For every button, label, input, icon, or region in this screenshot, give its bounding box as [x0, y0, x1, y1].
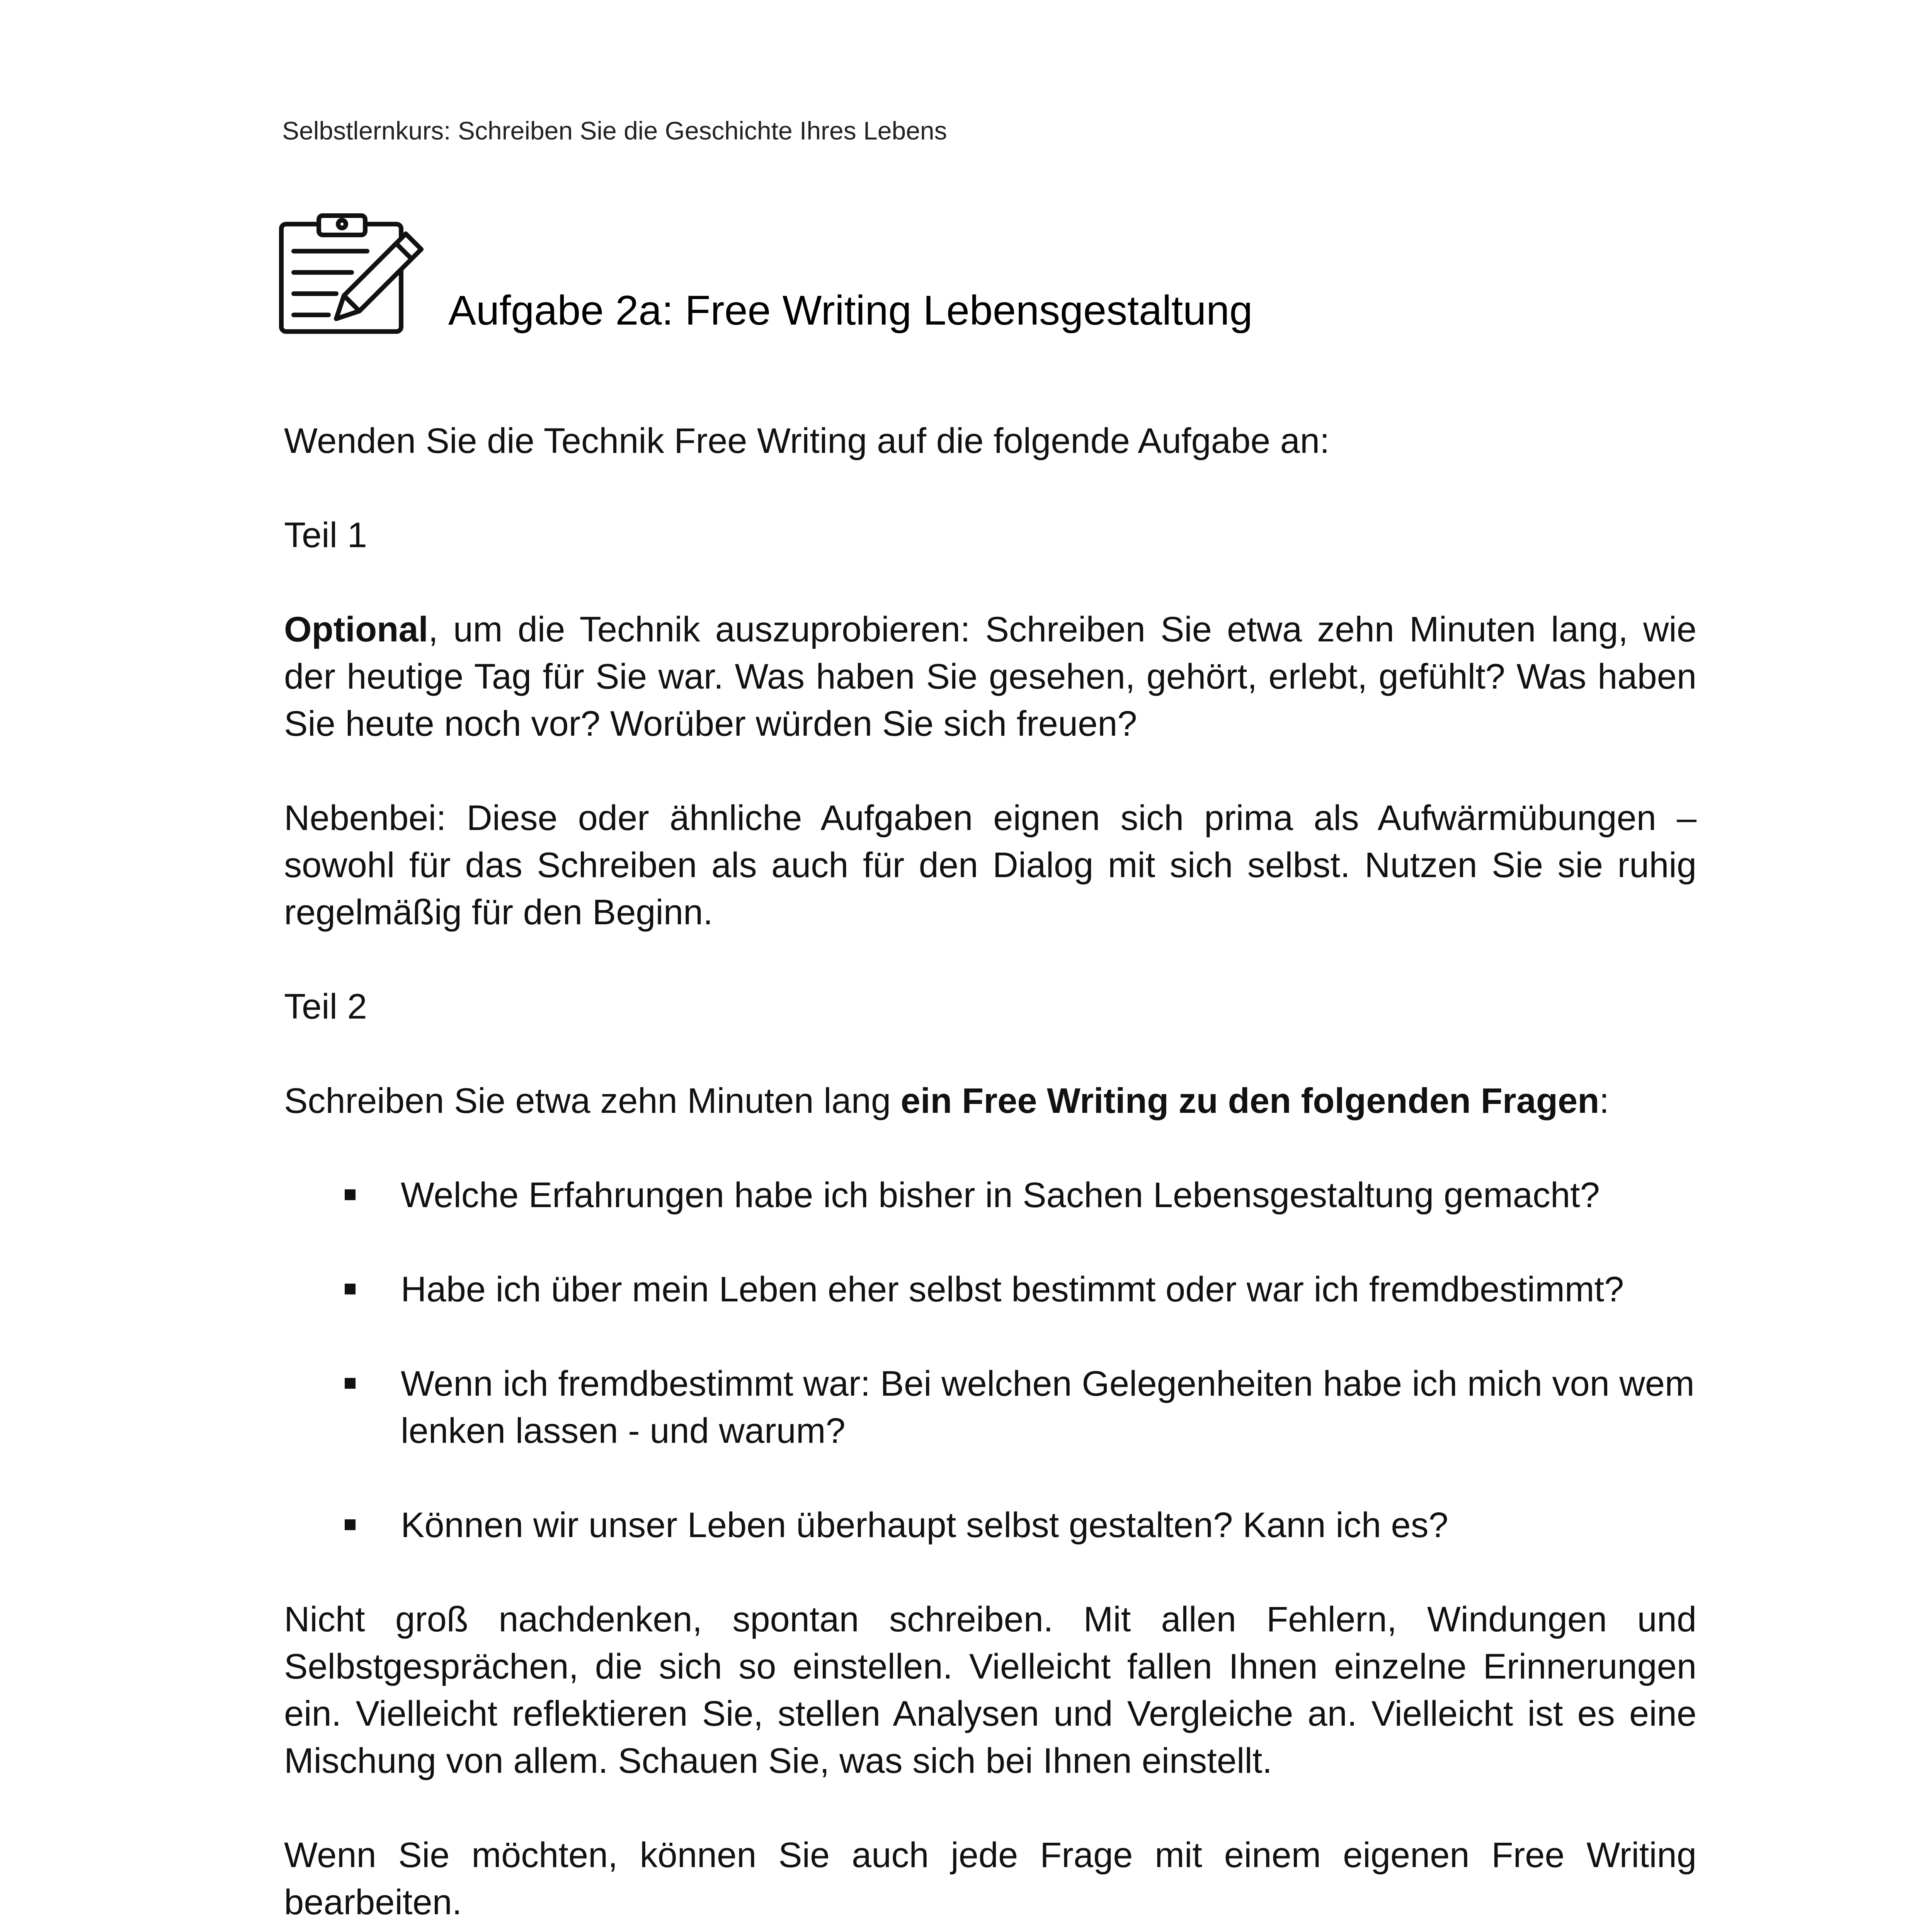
question-text: Welche Erfahrungen habe ich bisher in Sachen Lebensgestaltung gemacht?: [401, 1175, 1600, 1215]
list-item: [284, 1266, 1696, 1313]
part2-intro-bold: ein Free Writing zu den folgenden Fragen: [900, 1081, 1600, 1121]
bullet-square-icon: [345, 1519, 356, 1530]
list-item: [284, 1502, 1696, 1549]
question-text: Wenn ich fremdbestimmt war: Bei welchen Gelegenheiten habe ich mich von wem lenken lassen - und warum?: [401, 1364, 1695, 1451]
task-title: Aufgabe 2a: Free Writing Lebensgestaltung: [448, 287, 1253, 333]
list-item: [284, 1172, 1696, 1219]
part2-intro-text: Schreiben Sie etwa zehn Minuten lang: [284, 1081, 901, 1121]
part2-intro: [284, 1077, 1696, 1124]
part1-heading: Teil 1: [284, 515, 367, 555]
question-text: Können wir unser Leben überhaupt selbst gestalten? Kann ich es?: [401, 1505, 1448, 1545]
list-item: [284, 1360, 1696, 1454]
part2-paragraph-2: Wenn Sie möchten, können Sie auch jede Frage mit einem eigenen Free Writing bearbeiten.: [284, 1835, 1696, 1922]
document-body: [284, 417, 1696, 1932]
bullet-square-icon: [345, 1284, 356, 1294]
question-list: [284, 1172, 1696, 1549]
part1-paragraph: [284, 606, 1696, 747]
running-header: Selbstlernkurs: Schreiben Sie die Geschichte Ihres Lebens: [282, 116, 947, 145]
clipboard-pencil-icon: [278, 209, 425, 336]
part2-paragraph-1: Nicht groß nachdenken, spontan schreiben. Mit allen Fehlern, Windungen und Selbstgesprächen, die sich so einstellen. Vielleicht fallen Ihnen einzelne Erinnerungen ein. Vielleicht reflektieren Sie, stellen Analysen und Vergleiche an. Vielleicht ist es eine Mischung von allem. Schauen Sie, was sich bei Ihnen einstellt.: [284, 1600, 1696, 1781]
part2-intro-colon: :: [1599, 1081, 1609, 1121]
bullet-square-icon: [345, 1189, 356, 1200]
part1-note: Nebenbei: Diese oder ähnliche Aufgaben eignen sich prima als Aufwärmübungen – sowohl für das Schreiben als auch für den Dialog mit sich selbst. Nutzen Sie sie ruhig regelmäßig für den Beginn.: [284, 798, 1696, 932]
part2-heading: Teil 2: [284, 987, 367, 1026]
task-intro: Wenden Sie die Technik Free Writing auf die folgende Aufgabe an:: [284, 421, 1330, 461]
optional-label: Optional: [284, 610, 429, 649]
part1-text: , um die Technik auszuprobieren: Schreiben Sie etwa zehn Minuten lang, wie der heutige Tag für Sie war. Was haben Sie gesehen, gehört, erlebt, gefühlt? Was haben Sie heute noch vor? Worüber würden Sie sich freuen?: [284, 610, 1696, 743]
question-text: Habe ich über mein Leben eher selbst bestimmt oder war ich fremdbestimmt?: [401, 1270, 1624, 1309]
bullet-square-icon: [345, 1378, 356, 1389]
